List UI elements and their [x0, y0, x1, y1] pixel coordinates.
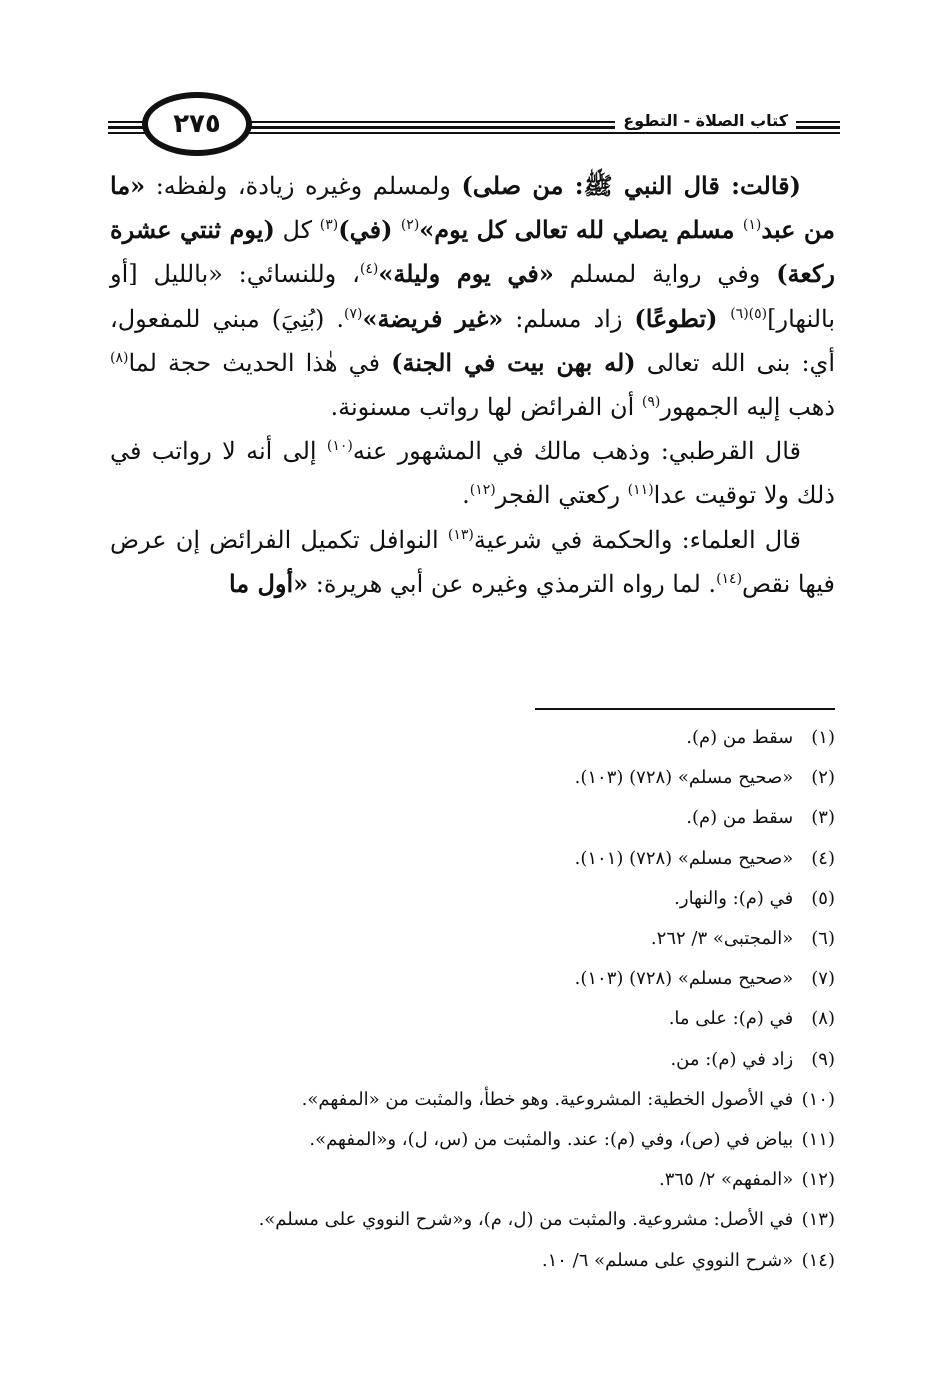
hadith-text: «في يوم وليلة» [378, 259, 554, 289]
commentary-text: قال العلماء: والحكمة في شرعية [473, 525, 802, 554]
footnote-text: بياض في (ص)، وفي (م): عند. والمثبت من (س، ل)، و«المفهم». [309, 1129, 794, 1151]
footnote-marker: (١١) [627, 482, 654, 499]
footnote-marker: (١) [742, 217, 762, 234]
footnote [110, 839, 835, 879]
paragraph [110, 429, 835, 517]
hadith-text: (يوم ثنتي عشرة ركعة) [110, 215, 836, 289]
footnote-separator [535, 708, 835, 710]
footnote [110, 999, 835, 1039]
footnote-text: «المفهم» ٢/ ٣٦٥. [659, 1169, 794, 1191]
footnote-number: (٧) [811, 968, 835, 990]
footnote-number: (٨) [811, 1008, 835, 1030]
footnote-text: في الأصول الخطية: المشروعية. وهو خطأ، والمثبت من «المفهم». [301, 1088, 794, 1110]
main-text [110, 164, 835, 606]
commentary-text: ولمسلم وغيره زيادة، ولفظه: [145, 172, 462, 200]
footnote-marker: (٥)(٦) [730, 305, 768, 322]
commentary-text: في هٰذا الحديث حجة لما [128, 348, 392, 377]
footnotes-list [110, 718, 835, 1281]
footnote-number: (٤) [811, 847, 835, 869]
footnote-marker: (٩) [641, 394, 661, 411]
paragraph [110, 164, 835, 429]
footnote-marker: (٨) [110, 349, 129, 366]
commentary-text: زاد مسلم: [503, 304, 635, 333]
footnote-number: (١٤) [801, 1249, 835, 1271]
footnote-marker: (١٠) [326, 438, 353, 455]
footnote [110, 919, 835, 959]
footnote-text: «صحيح مسلم» (٧٢٨) (١٠١). [574, 847, 794, 869]
footnote-marker: (٣) [319, 217, 339, 234]
footnote-number: (١٣) [801, 1209, 835, 1231]
footnote-number: (١٢) [801, 1169, 835, 1191]
running-title: كتاب الصلاة - التطوع [615, 110, 796, 132]
footnote-text: في (م): والنهار. [674, 887, 794, 909]
footnote-text: «صحيح مسلم» (٧٢٨) (١٠٣). [574, 968, 794, 990]
footnote-marker: (١٢) [469, 482, 496, 499]
footnote-marker: (٤) [359, 261, 379, 278]
footnote-text: «شرح النووي على مسلم» ٦/ ١٠. [541, 1249, 794, 1271]
footnote [110, 1241, 835, 1281]
hadith-text: مسلم يصلي لله تعالى كل يوم» [419, 215, 743, 245]
footnote-number: (٢) [811, 767, 835, 789]
footnote-marker: (١٤) [716, 570, 743, 587]
footnote-number: (٥) [811, 887, 835, 909]
footnote [110, 1120, 835, 1160]
footnote-marker: (٢) [400, 217, 420, 234]
footnote-text: «صحيح مسلم» (٧٢٨) (١٠٣). [574, 767, 794, 789]
hadith-text: «غير فريضة» [362, 303, 504, 333]
footnote [110, 959, 835, 999]
commentary-text: . (بُنِيَ) مبني للمفعول، أي: بنى الله تعالى [110, 304, 835, 377]
footnote-text: زاد في (م): من. [670, 1048, 794, 1070]
footnote-text: سقط من (م). [686, 727, 794, 748]
hadith-text: «أول ما [228, 568, 309, 598]
hadith-text: (تطوعًا) [634, 303, 731, 333]
paragraph [110, 518, 835, 606]
commentary-text: . [462, 481, 470, 510]
footnote-marker: (١٣) [447, 526, 474, 543]
footnote-marker: (٧) [343, 305, 363, 322]
footnote [110, 758, 835, 798]
footnote [110, 1080, 835, 1120]
hadith-text: (قالت: قال النبي ﷺ: من صلى) [461, 171, 801, 200]
footnote-number: (٦) [811, 928, 835, 950]
footnote [110, 798, 835, 838]
commentary-text: ، وللنسائي: «بالليل [أو بالنهار] [110, 260, 835, 333]
footnote-number: (٩) [811, 1048, 835, 1070]
footnote-text: «المجتبى» ٣/ ٢٦٢. [650, 928, 794, 950]
commentary-text: ذهب إليه الجمهور [660, 393, 835, 422]
footnote [110, 718, 835, 758]
commentary-text: إلى أنه لا رواتب في ذلك ولا توقيت عدا [110, 437, 835, 510]
page-number: ٢٧٥ [142, 92, 252, 156]
commentary-text: قال القرطبي: وذهب مالك في المشهور عنه [352, 437, 801, 466]
footnote-number: (١٠) [801, 1088, 835, 1110]
page-header [108, 92, 840, 164]
footnote [110, 1040, 835, 1080]
hadith-text: «ما من عبد [110, 171, 836, 245]
commentary-text: ركعتي الفجر [495, 481, 628, 510]
commentary-text: كل [274, 216, 320, 245]
footnote-text: في الأصل: مشروعية. والمثبت من (ل، م)، و«شرح النووي على مسلم». [258, 1209, 794, 1231]
footnote-text: سقط من (م). [686, 807, 794, 829]
footnote-text: في (م): على ما. [668, 1008, 794, 1030]
footnote [110, 879, 835, 919]
hadith-text: (في) [338, 215, 401, 245]
hadith-text: (له بهن بيت في الجنة) [391, 347, 636, 377]
commentary-text: . لما رواه الترمذي وغيره عن أبي هريرة: [308, 569, 717, 598]
commentary-text: أن الفرائض لها رواتب مسنونة. [330, 393, 642, 422]
footnote [110, 1200, 835, 1240]
footnote [110, 1160, 835, 1200]
footnote-number: (٣) [811, 807, 835, 829]
commentary-text: النوافل تكميل الفرائض إن عرض فيها نقص [110, 525, 835, 598]
footnote-number: (١) [811, 727, 835, 748]
commentary-text: وفي رواية لمسلم [553, 260, 777, 289]
footnote-number: (١١) [801, 1129, 835, 1151]
